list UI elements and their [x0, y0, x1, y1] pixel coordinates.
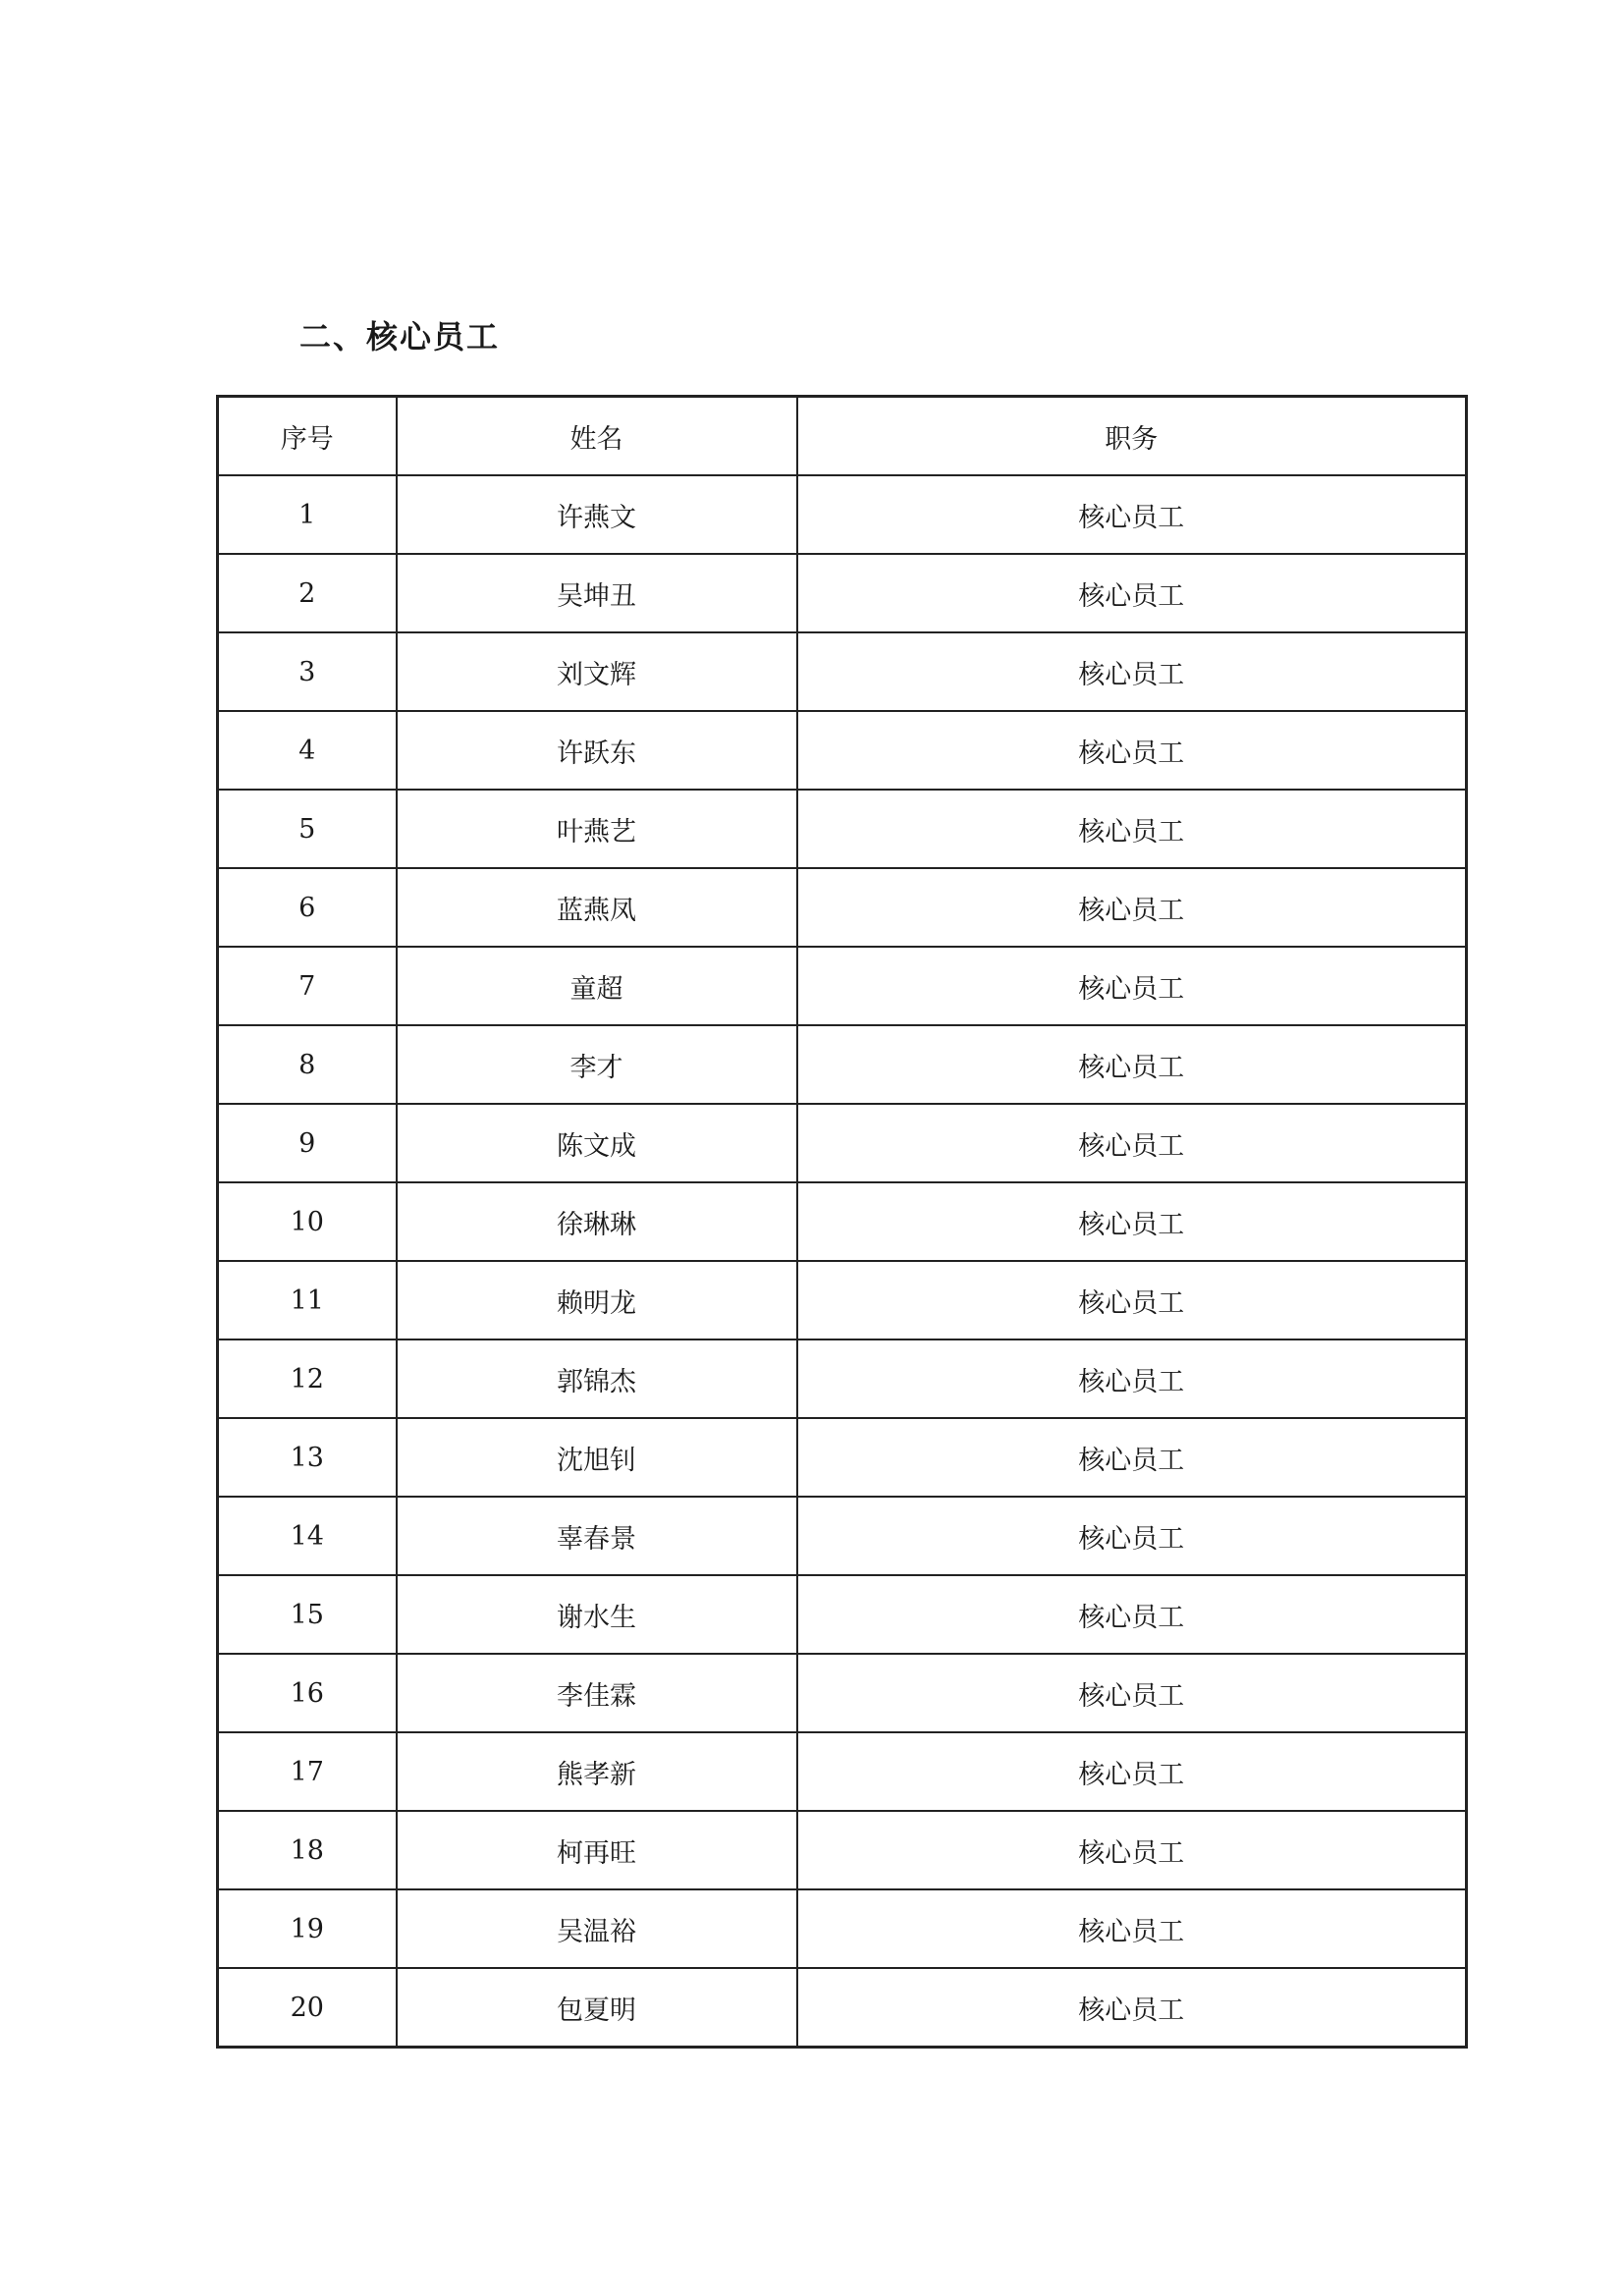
cell-no: 11: [218, 1261, 397, 1339]
cell-no: 10: [218, 1182, 397, 1261]
section-title: 二、核心员工: [299, 318, 501, 355]
header-role: 职务: [797, 397, 1467, 476]
cell-name: 郭锦杰: [397, 1339, 797, 1418]
cell-no: 8: [218, 1025, 397, 1104]
cell-role: 核心员工: [797, 1418, 1467, 1497]
table-row: [218, 711, 1467, 790]
cell-name: 叶燕艺: [397, 790, 797, 868]
cell-no: 6: [218, 868, 397, 947]
cell-no: 7: [218, 947, 397, 1025]
cell-name: 包夏明: [397, 1968, 797, 2048]
cell-role: 核心员工: [797, 1339, 1467, 1418]
cell-name: 熊孝新: [397, 1732, 797, 1811]
table-row: [218, 1261, 1467, 1339]
cell-role: 核心员工: [797, 868, 1467, 947]
cell-name: 吴坤丑: [397, 554, 797, 632]
table-row: [218, 1418, 1467, 1497]
cell-no: 9: [218, 1104, 397, 1182]
cell-no: 20: [218, 1968, 397, 2048]
cell-no: 15: [218, 1575, 397, 1654]
table-row: [218, 1575, 1467, 1654]
cell-name: 吴温裕: [397, 1889, 797, 1968]
cell-no: 12: [218, 1339, 397, 1418]
cell-role: 核心员工: [797, 1261, 1467, 1339]
cell-no: 5: [218, 790, 397, 868]
cell-role: 核心员工: [797, 1025, 1467, 1104]
cell-role: 核心员工: [797, 554, 1467, 632]
cell-role: 核心员工: [797, 1889, 1467, 1968]
cell-role: 核心员工: [797, 1497, 1467, 1575]
cell-name: 许跃东: [397, 711, 797, 790]
table-row: [218, 1889, 1467, 1968]
table-row: [218, 1497, 1467, 1575]
cell-role: 核心员工: [797, 1654, 1467, 1732]
table-row: [218, 1339, 1467, 1418]
cell-name: 柯再旺: [397, 1811, 797, 1889]
table-row: [218, 554, 1467, 632]
core-staff-table: [216, 395, 1468, 2049]
cell-name: 许燕文: [397, 475, 797, 554]
cell-role: 核心员工: [797, 1575, 1467, 1654]
cell-name: 蓝燕凤: [397, 868, 797, 947]
cell-name: 刘文辉: [397, 632, 797, 711]
cell-no: 17: [218, 1732, 397, 1811]
cell-no: 13: [218, 1418, 397, 1497]
cell-no: 1: [218, 475, 397, 554]
cell-no: 19: [218, 1889, 397, 1968]
table-row: [218, 475, 1467, 554]
cell-no: 4: [218, 711, 397, 790]
table-row: [218, 1025, 1467, 1104]
cell-no: 3: [218, 632, 397, 711]
cell-name: 沈旭钊: [397, 1418, 797, 1497]
table-row: [218, 1182, 1467, 1261]
cell-no: 16: [218, 1654, 397, 1732]
cell-role: 核心员工: [797, 790, 1467, 868]
table-row: [218, 868, 1467, 947]
cell-name: 辜春景: [397, 1497, 797, 1575]
table-row: [218, 1811, 1467, 1889]
cell-name: 谢水生: [397, 1575, 797, 1654]
cell-name: 童超: [397, 947, 797, 1025]
cell-no: 14: [218, 1497, 397, 1575]
table-body: [218, 475, 1467, 2048]
cell-role: 核心员工: [797, 475, 1467, 554]
table-row: [218, 632, 1467, 711]
table-row: [218, 1732, 1467, 1811]
cell-name: 李佳霖: [397, 1654, 797, 1732]
cell-role: 核心员工: [797, 1182, 1467, 1261]
header-no: 序号: [218, 397, 397, 476]
header-name: 姓名: [397, 397, 797, 476]
table-row: [218, 1104, 1467, 1182]
table-row: [218, 1968, 1467, 2048]
cell-name: 赖明龙: [397, 1261, 797, 1339]
table-header-row: [218, 397, 1467, 476]
cell-role: 核心员工: [797, 947, 1467, 1025]
cell-no: 2: [218, 554, 397, 632]
cell-name: 陈文成: [397, 1104, 797, 1182]
table-row: [218, 947, 1467, 1025]
cell-role: 核心员工: [797, 1968, 1467, 2048]
cell-role: 核心员工: [797, 1811, 1467, 1889]
cell-no: 18: [218, 1811, 397, 1889]
cell-name: 徐琳琳: [397, 1182, 797, 1261]
cell-name: 李才: [397, 1025, 797, 1104]
table-row: [218, 1654, 1467, 1732]
cell-role: 核心员工: [797, 632, 1467, 711]
cell-role: 核心员工: [797, 1732, 1467, 1811]
table-row: [218, 790, 1467, 868]
cell-role: 核心员工: [797, 711, 1467, 790]
cell-role: 核心员工: [797, 1104, 1467, 1182]
